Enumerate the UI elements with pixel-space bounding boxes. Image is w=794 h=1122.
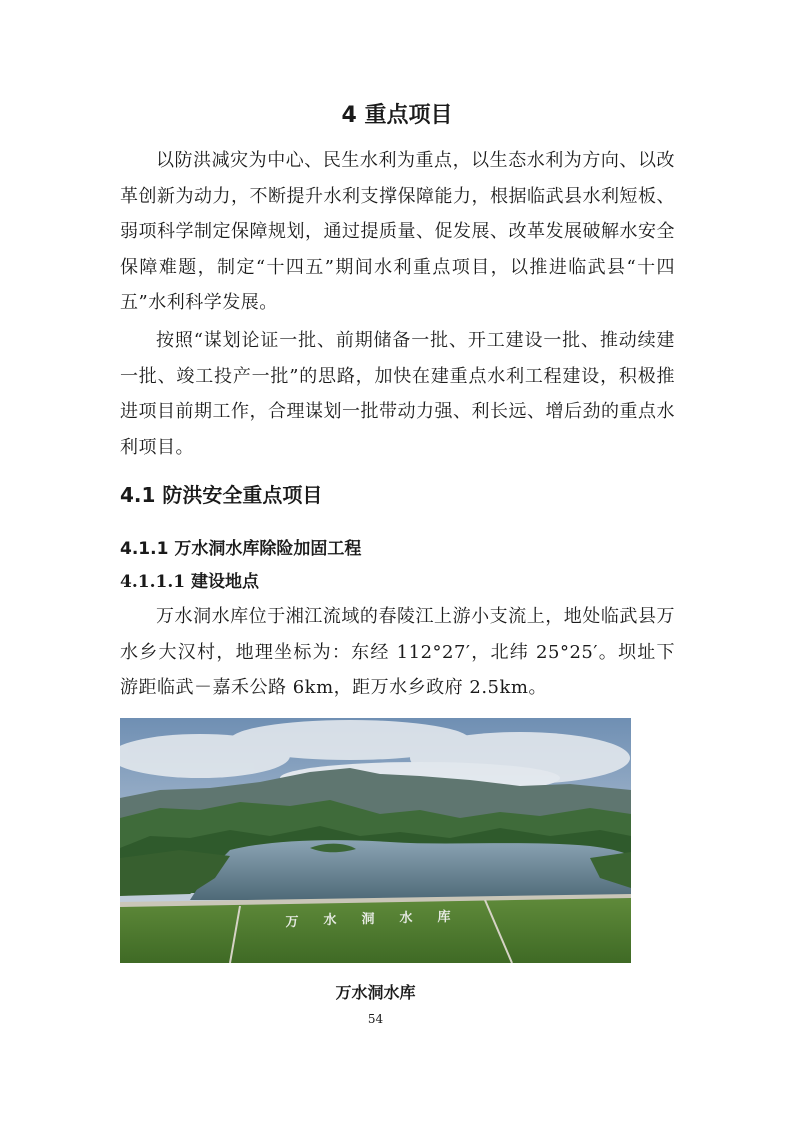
reservoir-landscape-illustration [120, 718, 631, 963]
dam-letter: 万 [285, 915, 299, 930]
location-paragraph: 万水洞水库位于湘江流域的春陵江上游小支流上，地处临武县万水乡大汉村，地理坐标为：东经 112°27′，北纬 25°25′。坝址下游距临武－嘉禾公路 6km，距万水乡政府 2.5km。 [120, 606, 675, 698]
dam-slope [120, 898, 631, 963]
dam-letter: 水 [323, 913, 337, 928]
intro-paragraph: 以防洪减灾为中心、民生水利为重点，以生态水利为方向、以改革创新为动力，不断提升水利支撑保障能力，根据临武县水利短板、弱项科学制定保障规划，通过提质量、促发展、改革发展破解水安全保障难题，制定“十四五”期间水利重点项目，以推进临武县“十四五”水利科学发展。 [120, 150, 675, 313]
photo-caption: 万水洞水库 [335, 983, 416, 1002]
dam-letter: 库 [437, 910, 451, 925]
subsection-title: 4.1 防洪安全重点项目 [120, 483, 323, 507]
approach-paragraph: 按照“谋划论证一批、前期储备一批、开工建设一批、推动续建一批、竣工投产一批”的思路，加快在建重点水利工程建设，积极推进项目前期工作，合理谋划一批带动力强、利长远、增后劲的重点水利项目。 [120, 330, 675, 458]
section-title: 4 重点项目 [341, 103, 453, 128]
location-heading: 4.1.1.1 建设地点 [120, 572, 259, 592]
project-title: 4.1.1 万水洞水库除险加固工程 [120, 539, 362, 559]
dam-letter: 水 [399, 911, 413, 926]
dam-letter: 洞 [361, 912, 375, 927]
reservoir-photo [120, 718, 631, 963]
page-number: 54 [367, 1012, 384, 1026]
reservoir-water [190, 840, 631, 900]
